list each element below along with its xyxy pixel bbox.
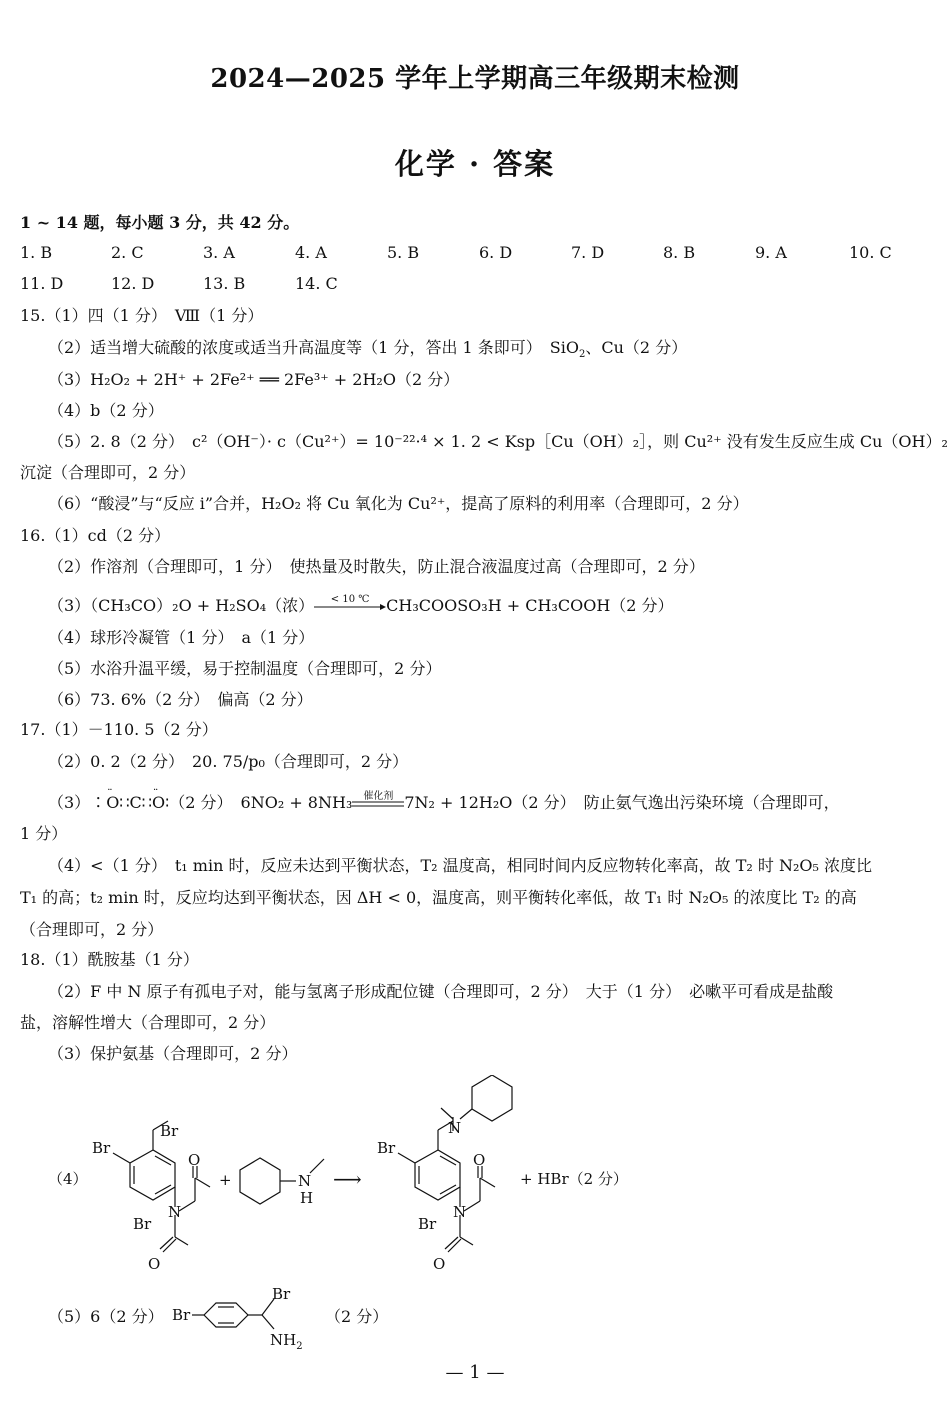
q18-part-5-tail: （2 分） xyxy=(325,1307,389,1326)
mcq-answer: 14. C xyxy=(295,274,338,293)
product-structure xyxy=(398,1075,512,1252)
mcq-answer: 7. D xyxy=(571,243,605,262)
part-4-label: （4） xyxy=(48,1170,88,1188)
reactant-1-structure xyxy=(113,1121,210,1252)
bromine-label: Br xyxy=(172,1306,191,1324)
oxygen-label: O xyxy=(473,1151,486,1169)
amino-label: $NH_2$ xyxy=(270,1331,303,1352)
q15-line-3: （3）H₂O₂ + 2H⁺ + 2Fe²⁺ ══ 2Fe³⁺ + 2H₂O（2 分） xyxy=(48,370,460,389)
mcq-answer: 3. A xyxy=(203,243,235,262)
q17-line-7: （合理即可，2 分） xyxy=(20,920,164,939)
mcq-answer: 1. B xyxy=(20,243,53,262)
document-title: 2024—2025 学年上学期高三年级期末检测 xyxy=(210,64,740,94)
mcq-answer: 12. D xyxy=(111,274,155,293)
q17-line-3: （3）∶·· O∷C∷·· O∶（2 分） 6NO₂ + 8NH₃ 催化剂 7N₂ + 12H₂O（2 分） 防止氨气逸出污染环境（合理即可， xyxy=(48,791,840,815)
nitrogen-label: N xyxy=(168,1203,182,1221)
q17-line-6: T₁ 的高；t₂ min 时，反应均达到平衡状态，因 ΔH < 0，温度高，则平衡转化率低，故 T₁ 时 N₂O₅ 的浓度比 T₂ 的高 xyxy=(20,888,857,907)
oxygen-label: O xyxy=(188,1151,201,1169)
mcq-answer: 4. A xyxy=(295,243,327,262)
bromine-label: Br xyxy=(160,1122,179,1140)
document-subtitle: 化学 · 答案 xyxy=(394,147,556,181)
reaction-condition: < 10 ℃ xyxy=(330,593,370,605)
q16-line-5: （5）水浴升温平缓，易于控制温度（合理即可，2 分） xyxy=(48,659,442,678)
q17-line-4: 1 分） xyxy=(20,824,68,843)
q16-line-6: （6）73. 6%（2 分） 偏高（2 分） xyxy=(48,690,313,709)
bromine-label: Br xyxy=(133,1215,152,1233)
q17-line-1: 17.（1）－110. 5（2 分） xyxy=(20,720,218,739)
q16-line-1: 16.（1）cd（2 分） xyxy=(20,526,171,545)
q18-line-4: （3）保护氨基（合理即可，2 分） xyxy=(48,1044,298,1063)
co2-electron-formula: ∶·· O∷C∷·· O∶ xyxy=(90,793,169,812)
mcq-answer: 13. B xyxy=(203,274,246,293)
mcq-answer: 11. D xyxy=(20,274,64,293)
q16-line-2: （2）作溶剂（合理即可，1 分） 使热量及时散失，防止混合液温度过高（合理即可，2 分） xyxy=(48,557,705,576)
q15-line-7: （6）“酸浸”与“反应 ⅰ”合并，H₂O₂ 将 Cu 氧化为 Cu²⁺，提高了原料的利用率（合理即可，2 分） xyxy=(48,494,749,513)
q15-line-1: 15.（1）四（1 分） Ⅷ（1 分） xyxy=(20,306,264,325)
mcq-answer: 5. B xyxy=(387,243,420,262)
q15-line-2: （2）适当增大硫酸的浓度或适当升高温度等（1 分，答出 1 条即可） SiO$_2$、Cu（2 分） xyxy=(48,338,688,361)
plus-sign: + xyxy=(219,1171,232,1189)
reaction-arrow xyxy=(314,593,386,614)
oxygen-label: O xyxy=(148,1255,161,1273)
bromine-label: Br xyxy=(418,1215,437,1233)
q15-line-6: 沉淀（合理即可，2 分） xyxy=(20,463,196,482)
q15-line-5: （5）2. 8（2 分） c²（OH⁻）· c（Cu²⁺）= 10⁻²²·⁴ × 1. 2 < Ksp［Cu（OH）₂］，则 Cu²⁺ 没有发生反应生成 Cu（OH）₂ xyxy=(48,432,948,451)
reaction-arrow: ⟶ xyxy=(333,1167,362,1191)
q15-line-4: （4）b（2 分） xyxy=(48,401,164,420)
nitrogen-label: N xyxy=(448,1119,462,1137)
q16-line-4: （4）球形冷凝管（1 分） a（1 分） xyxy=(48,628,315,647)
q18-line-2: （2）F 中 N 原子有孤电子对，能与氢离子形成配位键（合理即可，2 分） 大于（1 分） 必嗽平可看成是盐酸 xyxy=(48,982,834,1001)
q18-line-1: 18.（1）酰胺基（1 分） xyxy=(20,950,199,969)
hydrogen-label: H xyxy=(300,1189,314,1207)
nitrogen-label: N xyxy=(453,1203,467,1221)
reaction-scheme xyxy=(40,1075,640,1275)
page-number: — 1 — xyxy=(445,1362,505,1383)
mcq-answer: 10. C xyxy=(849,243,892,262)
hbr-byproduct: + HBr（2 分） xyxy=(520,1170,628,1188)
part-5-structure xyxy=(170,1283,320,1353)
mcq-intro: 1 ~ 14 题，每小题 3 分，共 42 分。 xyxy=(20,213,300,232)
oxygen-label: O xyxy=(433,1255,446,1273)
q16-line-3: （3）（CH₃CO）₂O + H₂SO₄（浓） < 10 ℃ CH₃COOSO₃H + CH₃COOH（2 分） xyxy=(48,594,674,618)
catalyst-label: 催化剂 xyxy=(363,790,394,802)
q17-line-2: （2）0. 2（2 分） 20. 75/p₀（合理即可，2 分） xyxy=(48,752,409,771)
q18-line-3: 盐，溶解性增大（合理即可，2 分） xyxy=(20,1013,276,1032)
q17-line-5: （4）<（1 分） t₁ min 时，反应未达到平衡状态，T₂ 温度高，相同时间内反应物转化率高，故 T₂ 时 N₂O₅ 浓度比 xyxy=(48,856,873,875)
nitrogen-label: N xyxy=(298,1172,312,1190)
bromine-label: Br xyxy=(92,1139,111,1157)
mcq-answer: 2. C xyxy=(111,243,144,262)
mcq-answer: 8. B xyxy=(663,243,696,262)
equals-sign xyxy=(352,790,404,811)
bromine-label: Br xyxy=(272,1285,291,1303)
mcq-answer: 6. D xyxy=(479,243,513,262)
mcq-answer: 9. A xyxy=(755,243,787,262)
q18-part-5-label: （5）6（2 分） xyxy=(48,1307,164,1326)
bromine-label: Br xyxy=(377,1139,396,1157)
